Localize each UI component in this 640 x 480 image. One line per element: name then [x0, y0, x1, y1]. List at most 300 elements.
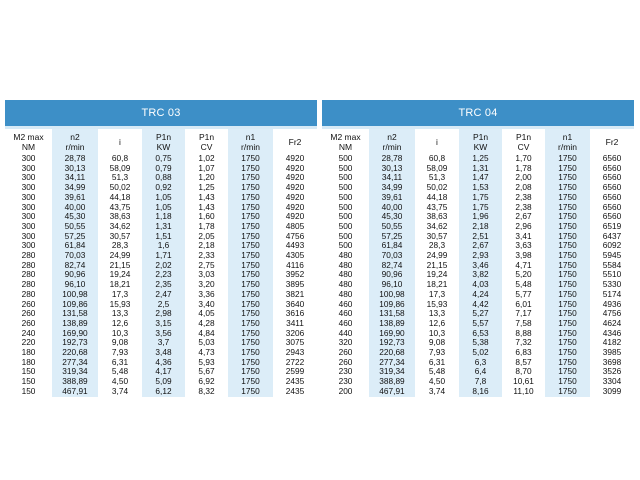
cell-n1: 1750 — [545, 154, 590, 164]
cell-i: 50,02 — [109, 182, 131, 193]
panel-title: TRC 03 — [5, 100, 317, 126]
header-line: n2 — [70, 131, 80, 142]
cell-p1n-kw: 4,17 — [142, 367, 185, 377]
cell-i: 43,75 — [109, 201, 131, 212]
cell-p1n-cv: 1,43 — [198, 201, 215, 212]
cell-p1n-kw: 1,47 — [459, 173, 502, 183]
column-header-m2max — [322, 129, 369, 154]
cell-m2max: 260 — [21, 317, 36, 328]
cell-m2max: 500 — [338, 220, 353, 231]
cell-n2: 220,68 — [52, 348, 98, 358]
cell-m2max: 150 — [21, 385, 36, 396]
cell-p1n-kw: 2,67 — [459, 241, 502, 251]
cell-fr2: 4920 — [285, 201, 305, 212]
cell-n1: 1750 — [545, 377, 590, 387]
cell-m2max: 480 — [338, 279, 353, 290]
cell-m2max: 320 — [338, 337, 353, 348]
cell-n2: 90,96 — [52, 270, 98, 280]
cell-n2: 100,98 — [369, 290, 415, 300]
cell-p1n-cv: 2,38 — [515, 201, 532, 212]
cell-fr2: 2722 — [285, 356, 305, 367]
cell-m2max: 280 — [21, 269, 36, 280]
cell-m2max: 500 — [338, 172, 353, 183]
cell-m2max: 280 — [21, 288, 36, 299]
cell-fr2: 3895 — [285, 279, 305, 290]
cell-p1n-cv: 3,41 — [515, 230, 532, 241]
cell-p1n-cv: 2,05 — [198, 230, 215, 241]
table-body — [5, 154, 317, 397]
cell-fr2: 6437 — [602, 230, 622, 241]
cell-p1n-cv: 2,00 — [515, 172, 532, 183]
cell-n2: 61,84 — [52, 241, 98, 251]
cell-i: 19,24 — [426, 269, 448, 280]
cell-m2max: 500 — [338, 191, 353, 202]
header-line: P1n — [155, 131, 172, 142]
cell-i: 4,50 — [111, 376, 129, 387]
cell-m2max: 480 — [338, 288, 353, 299]
cell-p1n-kw: 2,93 — [459, 251, 502, 261]
cell-i: 51,3 — [111, 172, 129, 183]
cell-i: 50,02 — [426, 182, 448, 193]
cell-p1n-kw: 5,38 — [459, 338, 502, 348]
cell-p1n-cv: 3,20 — [198, 279, 215, 290]
cell-n2: 467,91 — [369, 387, 415, 397]
cell-n2: 50,55 — [52, 222, 98, 232]
cell-n2: 192,73 — [369, 338, 415, 348]
cell-fr2: 3952 — [285, 269, 305, 280]
cell-fr2: 4920 — [285, 191, 305, 202]
cell-p1n-cv: 6,92 — [198, 376, 215, 387]
cell-m2max: 300 — [21, 162, 36, 173]
cell-n2: 34,99 — [52, 183, 98, 193]
cell-fr2: 4936 — [602, 298, 622, 309]
header-line: r/min — [241, 141, 260, 152]
header-line: n2 — [387, 131, 397, 142]
cell-p1n-kw: 1,75 — [459, 203, 502, 213]
ratio-table-trc03 — [5, 129, 317, 397]
cell-n1: 1750 — [228, 193, 273, 203]
cell-p1n-cv: 4,71 — [515, 259, 532, 270]
cell-fr2: 3099 — [602, 385, 622, 396]
cell-n2: 82,74 — [369, 261, 415, 271]
cell-p1n-cv: 8,70 — [515, 366, 532, 377]
cell-i: 9,08 — [428, 337, 446, 348]
cell-n1: 1750 — [545, 367, 590, 377]
header-line: NM — [338, 141, 353, 152]
cell-i: 60,8 — [428, 153, 446, 163]
cell-p1n-kw: 4,03 — [459, 280, 502, 290]
cell-p1n-cv: 7,32 — [515, 337, 532, 348]
header-line: r/min — [65, 141, 85, 152]
cell-p1n-kw: 7,8 — [459, 377, 502, 387]
cell-fr2: 3526 — [602, 366, 622, 377]
cell-i: 12,6 — [111, 317, 129, 328]
cell-fr2: 3075 — [285, 337, 305, 348]
cell-p1n-kw: 2,5 — [142, 300, 185, 310]
cell-n1: 1750 — [545, 290, 590, 300]
cell-fr2: 2943 — [285, 347, 305, 358]
cell-n2: 138,89 — [369, 319, 415, 329]
cell-fr2: 4920 — [285, 182, 305, 193]
cell-fr2: 4805 — [285, 220, 305, 231]
cell-i: 28,3 — [111, 240, 129, 251]
cell-p1n-cv: 1,02 — [198, 153, 215, 163]
cell-p1n-kw: 5,57 — [459, 319, 502, 329]
cell-i: 13,3 — [428, 308, 446, 319]
cell-n1: 1750 — [228, 241, 273, 251]
cell-p1n-cv: 1,25 — [198, 182, 215, 193]
column-header-n2 — [369, 129, 415, 154]
cell-p1n-kw: 1,75 — [459, 193, 502, 203]
cell-i: 5,48 — [111, 366, 129, 377]
cell-p1n-cv: 2,67 — [515, 211, 532, 222]
cell-i: 44,18 — [109, 191, 131, 202]
cell-p1n-kw: 3,46 — [459, 261, 502, 271]
cell-i: 38,63 — [109, 211, 131, 222]
cell-m2max: 300 — [21, 182, 36, 193]
cell-i: 15,93 — [109, 298, 131, 309]
cell-p1n-kw: 1,96 — [459, 212, 502, 222]
cell-fr2: 6560 — [602, 153, 622, 163]
column-header-n2 — [52, 129, 98, 154]
cell-n1: 1750 — [545, 203, 590, 213]
cell-n1: 1750 — [228, 173, 273, 183]
cell-m2max: 260 — [21, 298, 36, 309]
cell-fr2: 4920 — [285, 153, 305, 163]
cell-p1n-kw: 6,4 — [459, 367, 502, 377]
cell-p1n-kw: 8,16 — [459, 387, 502, 397]
cell-i: 51,3 — [428, 172, 446, 183]
cell-fr2: 5174 — [602, 288, 622, 299]
cell-i: 34,62 — [426, 220, 448, 231]
column-header-m2max — [5, 129, 52, 154]
cell-i: 19,24 — [109, 269, 131, 280]
cell-i: 60,8 — [111, 153, 129, 163]
cell-i: 58,09 — [109, 162, 131, 173]
cell-p1n-kw: 3,56 — [142, 329, 185, 339]
cell-n1: 1750 — [545, 338, 590, 348]
cell-p1n-cv: 5,67 — [198, 366, 215, 377]
cell-p1n-cv: 2,18 — [198, 240, 215, 251]
cell-m2max: 280 — [21, 279, 36, 290]
cell-p1n-cv: 5,77 — [515, 288, 532, 299]
cell-n2: 169,90 — [369, 329, 415, 339]
cell-i: 12,6 — [428, 317, 446, 328]
cell-i: 34,62 — [109, 220, 131, 231]
cell-n2: 96,10 — [369, 280, 415, 290]
cell-n2: 277,34 — [52, 358, 98, 368]
cell-n2: 90,96 — [369, 270, 415, 280]
cell-p1n-kw: 5,02 — [459, 348, 502, 358]
cell-n1: 1750 — [228, 154, 273, 164]
cell-p1n-cv: 10,61 — [513, 376, 534, 387]
cell-fr2: 4756 — [285, 230, 305, 241]
cell-m2max: 300 — [21, 191, 36, 202]
header-row — [322, 129, 634, 154]
cell-i: 18,21 — [426, 279, 448, 290]
cell-fr2: 3698 — [602, 356, 622, 367]
cell-fr2: 2599 — [285, 366, 305, 377]
cell-fr2: 6560 — [602, 182, 622, 193]
cell-m2max: 260 — [21, 308, 36, 319]
cell-fr2: 4920 — [285, 162, 305, 173]
cell-m2max: 500 — [338, 211, 353, 222]
column-header-fr2 — [590, 129, 634, 154]
cell-p1n-kw: 1,53 — [459, 183, 502, 193]
column-header-fr2 — [273, 129, 317, 154]
cell-i: 58,09 — [426, 162, 448, 173]
cell-i: 13,3 — [111, 308, 129, 319]
cell-p1n-kw: 1,25 — [459, 154, 502, 164]
cell-p1n-cv: 2,08 — [515, 182, 532, 193]
header-line: KW — [156, 141, 171, 152]
cell-i: 38,63 — [426, 211, 448, 222]
cell-n2: 28,78 — [369, 154, 415, 164]
cell-p1n-cv: 3,98 — [515, 250, 532, 261]
cell-p1n-kw: 3,15 — [142, 319, 185, 329]
header-line: NM — [21, 141, 36, 152]
column-header-n1 — [228, 129, 273, 154]
cell-n2: 169,90 — [52, 329, 98, 339]
cell-p1n-cv: 4,28 — [198, 317, 215, 328]
cell-n1: 1750 — [228, 251, 273, 261]
cell-n2: 82,74 — [52, 261, 98, 271]
header-line: CV — [517, 141, 530, 152]
table-panel-trc04 — [322, 100, 634, 397]
header-line: Fr2 — [605, 136, 619, 147]
cell-p1n-kw: 4,36 — [142, 358, 185, 368]
table-body — [322, 154, 634, 397]
cell-n1: 1750 — [545, 319, 590, 329]
cell-n2: 45,30 — [369, 212, 415, 222]
cell-n1: 1750 — [228, 203, 273, 213]
cell-n1: 1750 — [228, 358, 273, 368]
cell-n1: 1750 — [228, 222, 273, 232]
cell-fr2: 3640 — [285, 298, 305, 309]
cell-p1n-kw: 2,02 — [142, 261, 185, 271]
cell-n1: 1750 — [228, 280, 273, 290]
cell-n1: 1750 — [545, 241, 590, 251]
cell-m2max: 300 — [21, 220, 36, 231]
cell-p1n-cv: 3,63 — [515, 240, 532, 251]
cell-m2max: 280 — [21, 250, 36, 261]
cell-n1: 1750 — [228, 300, 273, 310]
cell-p1n-kw: 1,05 — [142, 193, 185, 203]
cell-m2max: 300 — [21, 201, 36, 212]
cell-fr2: 4182 — [602, 337, 622, 348]
cell-i: 21,15 — [426, 259, 448, 270]
cell-n2: 131,58 — [369, 309, 415, 319]
cell-p1n-cv: 5,48 — [515, 279, 532, 290]
cell-p1n-kw: 0,88 — [142, 173, 185, 183]
cell-n2: 40,00 — [369, 203, 415, 213]
cell-i: 18,21 — [109, 279, 131, 290]
cell-i: 9,08 — [111, 337, 129, 348]
cell-m2max: 480 — [338, 259, 353, 270]
header-line: r/min — [382, 141, 402, 152]
cell-n1: 1750 — [545, 270, 590, 280]
header-line: M2 max — [330, 131, 361, 142]
cell-p1n-kw: 4,24 — [459, 290, 502, 300]
cell-n1: 1750 — [545, 164, 590, 174]
header-line: P1n — [198, 131, 215, 142]
cell-n1: 1750 — [228, 367, 273, 377]
cell-m2max: 460 — [338, 298, 353, 309]
cell-p1n-kw: 6,53 — [459, 329, 502, 339]
cell-p1n-cv: 1,78 — [515, 162, 532, 173]
cell-p1n-kw: 1,51 — [142, 232, 185, 242]
header-line: P1n — [515, 131, 532, 142]
cell-p1n-kw: 0,79 — [142, 164, 185, 174]
column-header-p1n-cv — [185, 129, 228, 154]
column-header-p1n-cv — [502, 129, 545, 154]
panel-title: TRC 04 — [322, 100, 634, 126]
cell-p1n-kw: 1,05 — [142, 203, 185, 213]
cell-fr2: 6560 — [602, 201, 622, 212]
cell-fr2: 3304 — [602, 376, 622, 387]
cell-p1n-cv: 4,84 — [198, 327, 215, 338]
header-line: i — [436, 136, 438, 147]
cell-n1: 1750 — [228, 212, 273, 222]
cell-fr2: 2435 — [285, 385, 305, 396]
header-line: r/min — [558, 141, 577, 152]
cell-p1n-kw: 3,82 — [459, 270, 502, 280]
cell-n2: 28,78 — [52, 154, 98, 164]
cell-m2max: 260 — [338, 356, 353, 367]
column-header-p1n-kw — [459, 129, 502, 154]
table-panel-trc03 — [5, 100, 317, 397]
cell-n2: 39,61 — [52, 193, 98, 203]
cell-p1n-cv: 1,20 — [198, 172, 215, 183]
cell-n1: 1750 — [545, 309, 590, 319]
cell-i: 24,99 — [426, 250, 448, 261]
cell-m2max: 150 — [21, 366, 36, 377]
cell-p1n-kw: 0,92 — [142, 183, 185, 193]
cell-p1n-kw: 3,7 — [142, 338, 185, 348]
cell-n2: 388,89 — [369, 377, 415, 387]
cell-n1: 1750 — [545, 261, 590, 271]
cell-n2: 131,58 — [52, 309, 98, 319]
cell-m2max: 500 — [338, 230, 353, 241]
cell-m2max: 300 — [21, 211, 36, 222]
cell-n1: 1750 — [228, 232, 273, 242]
cell-n1: 1750 — [228, 309, 273, 319]
cell-n2: 467,91 — [52, 387, 98, 397]
header-line: KW — [473, 141, 488, 152]
cell-p1n-cv: 2,38 — [515, 191, 532, 202]
cell-n2: 192,73 — [52, 338, 98, 348]
header-line: M2 max — [13, 131, 44, 142]
cell-n1: 1750 — [228, 387, 273, 397]
cell-p1n-cv: 2,96 — [515, 220, 532, 231]
cell-p1n-cv: 3,36 — [198, 288, 215, 299]
cell-p1n-cv: 3,40 — [198, 298, 215, 309]
cell-fr2: 5945 — [602, 250, 622, 261]
cell-i: 4,50 — [428, 376, 446, 387]
cell-i: 30,57 — [426, 230, 448, 241]
cell-n1: 1750 — [228, 329, 273, 339]
cell-m2max: 480 — [338, 250, 353, 261]
cell-p1n-cv: 2,33 — [198, 250, 215, 261]
cell-fr2: 3985 — [602, 347, 622, 358]
cell-fr2: 3821 — [285, 288, 305, 299]
cell-p1n-cv: 8,88 — [515, 327, 532, 338]
cell-n2: 40,00 — [52, 203, 98, 213]
cell-p1n-kw: 5,09 — [142, 377, 185, 387]
cell-m2max: 200 — [338, 385, 353, 396]
ratio-table-trc04 — [322, 129, 634, 397]
cell-n2: 109,86 — [369, 300, 415, 310]
cell-n1: 1750 — [545, 173, 590, 183]
cell-n1: 1750 — [545, 300, 590, 310]
cell-p1n-kw: 1,71 — [142, 251, 185, 261]
cell-fr2: 6560 — [602, 191, 622, 202]
cell-p1n-cv: 8,57 — [515, 356, 532, 367]
cell-m2max: 260 — [338, 347, 353, 358]
cell-p1n-cv: 1,70 — [515, 153, 532, 163]
cell-fr2: 4346 — [602, 327, 622, 338]
cell-i: 15,93 — [426, 298, 448, 309]
cell-n1: 1750 — [545, 212, 590, 222]
cell-i: 6,31 — [111, 356, 129, 367]
cell-p1n-kw: 3,48 — [142, 348, 185, 358]
cell-m2max: 300 — [21, 230, 36, 241]
header-line: i — [119, 136, 121, 147]
cell-n2: 96,10 — [52, 280, 98, 290]
cell-i: 17,3 — [111, 288, 129, 299]
cell-p1n-kw: 0,75 — [142, 154, 185, 164]
cell-n1: 1750 — [545, 183, 590, 193]
cell-p1n-cv: 1,43 — [198, 191, 215, 202]
cell-i: 7,93 — [111, 347, 129, 358]
cell-p1n-cv: 5,20 — [515, 269, 532, 280]
cell-n2: 30,13 — [52, 164, 98, 174]
column-header-i — [98, 129, 142, 154]
cell-n1: 1750 — [545, 348, 590, 358]
cell-n1: 1750 — [545, 358, 590, 368]
column-header-i — [415, 129, 459, 154]
cell-i: 10,3 — [428, 327, 446, 338]
cell-fr2: 6560 — [602, 172, 622, 183]
cell-n2: 277,34 — [369, 358, 415, 368]
header-line: n1 — [562, 131, 573, 142]
cell-fr2: 4920 — [285, 211, 305, 222]
cell-m2max: 460 — [338, 317, 353, 328]
cell-m2max: 500 — [338, 240, 353, 251]
cell-fr2: 5330 — [602, 279, 622, 290]
cell-m2max: 300 — [21, 240, 36, 251]
cell-n2: 220,68 — [369, 348, 415, 358]
header-line: n1 — [245, 131, 256, 142]
cell-p1n-cv: 11,10 — [513, 385, 534, 396]
cell-i: 44,18 — [426, 191, 448, 202]
cell-m2max: 480 — [338, 269, 353, 280]
cell-m2max: 180 — [21, 347, 36, 358]
cell-p1n-cv: 3,03 — [198, 269, 215, 280]
cell-n2: 34,11 — [369, 173, 415, 183]
cell-n1: 1750 — [228, 319, 273, 329]
cell-fr2: 4116 — [286, 259, 304, 270]
cell-p1n-cv: 7,58 — [515, 317, 532, 328]
cell-n1: 1750 — [545, 222, 590, 232]
cell-m2max: 500 — [338, 153, 353, 163]
cell-p1n-cv: 4,05 — [198, 308, 215, 319]
cell-fr2: 5584 — [602, 259, 622, 270]
header-row — [5, 129, 317, 154]
cell-p1n-kw: 2,51 — [459, 232, 502, 242]
cell-fr2: 4624 — [602, 317, 622, 328]
cell-p1n-cv: 2,75 — [198, 259, 215, 270]
